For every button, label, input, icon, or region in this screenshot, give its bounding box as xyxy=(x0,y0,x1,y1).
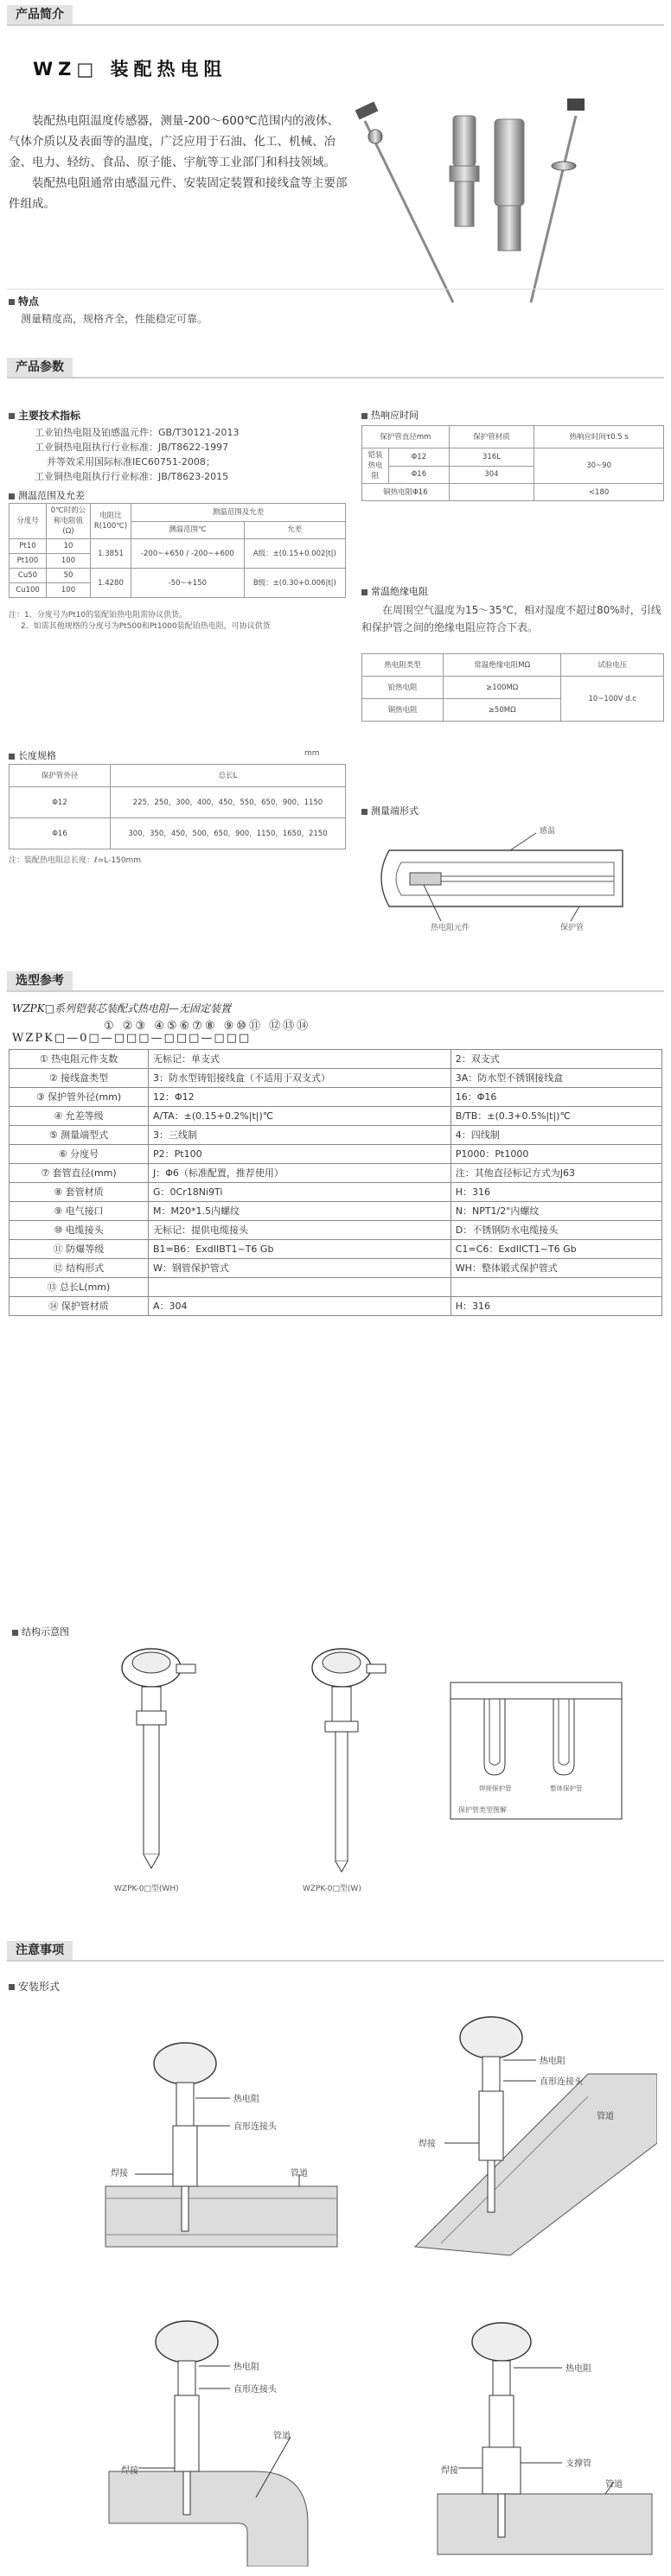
selection-option: P2：Pt100 xyxy=(149,1145,451,1164)
install-label: 支撑管 xyxy=(566,2459,591,2469)
selection-code: ⑪ 防爆等级 xyxy=(10,1240,149,1259)
tube-label: 整体保护管 xyxy=(550,1784,583,1792)
selection-code: ③ 保护管外径(mm) xyxy=(10,1088,149,1107)
install-label: 直形连接头 xyxy=(540,2077,583,2087)
section-divider xyxy=(7,1960,664,1962)
series-title: WZPK□系列铠装芯装配式热电阻—无固定装置 xyxy=(12,1002,232,1014)
length-note: 注：装配热电阻总长度：ℓ=L-150mm xyxy=(9,856,142,865)
range-title: 测温范围及允差 xyxy=(9,488,85,502)
selection-row xyxy=(10,1202,662,1221)
range-cell: -200~+650 / -200~+600 xyxy=(131,539,245,569)
selection-option: 3A：防水型不锈钢接线盒 xyxy=(451,1069,661,1088)
selection-option: H：316 xyxy=(451,1297,661,1316)
response-title: 热响应时间 xyxy=(361,408,419,422)
probe-long-left xyxy=(355,101,453,302)
selection-option: 无标记：提供电缆接头 xyxy=(149,1221,451,1240)
thermowell-1 xyxy=(450,116,479,226)
length-head: 保护管外径 xyxy=(10,765,111,787)
range-cell: A级：±(0.15+0.002|t|) xyxy=(244,539,345,569)
insulation-head: 常温绝缘电阻MΩ xyxy=(444,654,561,677)
selection-option: 注：其他直径标记方式为J63 xyxy=(451,1164,661,1183)
install-label: 管道 xyxy=(597,2112,614,2121)
sensor-title: 测量端形式 xyxy=(361,804,419,817)
length-unit: mm xyxy=(304,749,320,758)
response-cell: Φ16 xyxy=(389,466,450,484)
range-head: 分度号 xyxy=(10,504,47,539)
selection-option: A：304 xyxy=(149,1297,451,1316)
insulation-cell: 铜热电阻 xyxy=(362,699,444,722)
range-note: 2、如需其他规格的分度号为Pt500和Pt1000装配铂热电阻，可协议供货 xyxy=(21,622,271,631)
selection-row xyxy=(10,1278,662,1297)
install-diagram-2 xyxy=(406,1988,657,2264)
diagram-label: WZPK-0□型(W) xyxy=(303,1885,361,1893)
probe-long-right xyxy=(531,99,585,302)
range-cell: 10 xyxy=(47,539,91,554)
range-cell: B级：±(0.30+0.006|t|) xyxy=(244,569,345,598)
length-head: 总长L xyxy=(111,765,346,787)
selection-option: N：NPT1/2"内螺纹 xyxy=(451,1202,661,1221)
sensor-label: 感温 xyxy=(540,827,556,836)
selection-code: ⑤ 测量端型式 xyxy=(10,1126,149,1145)
section-tab-intro: 产品简介 xyxy=(7,5,73,24)
response-head: 热响应时间τ0.5 s xyxy=(534,426,664,448)
length-cell: 225，250，300，400，450，550，650，900，1150 xyxy=(111,787,346,818)
install-label: 直形连接头 xyxy=(233,2385,277,2395)
selection-option: D：不锈钢防水电缆接头 xyxy=(451,1221,661,1240)
response-cell: 316L xyxy=(449,448,534,467)
selection-option: B/TB：±(0.3+0.5%|t|)℃ xyxy=(451,1107,661,1126)
install-diagram-1 xyxy=(100,2013,342,2273)
response-table xyxy=(361,425,664,501)
selection-row xyxy=(10,1050,662,1069)
selection-code: ⑬ 总长L(mm) xyxy=(10,1278,149,1297)
selection-code: ④ 允差等级 xyxy=(10,1107,149,1126)
selection-option xyxy=(149,1278,451,1297)
diagram-title: 结构示意图 xyxy=(12,1625,69,1638)
selection-code: ⑩ 电缆接头 xyxy=(10,1221,149,1240)
tube-types-diagram xyxy=(450,1682,623,1820)
selection-row xyxy=(10,1164,662,1183)
selection-option: 16：Φ16 xyxy=(451,1088,661,1107)
length-cell: Φ12 xyxy=(10,787,111,818)
range-cell: 100 xyxy=(47,583,91,598)
selection-code: ⑥ 分度号 xyxy=(10,1145,149,1164)
install-diagram-4 xyxy=(432,2299,657,2566)
range-cell: 1.4280 xyxy=(91,569,131,598)
length-title: 长度规格 xyxy=(9,748,56,762)
selection-row xyxy=(10,1126,662,1145)
selection-row xyxy=(10,1259,662,1278)
selection-option: P1000：Pt1000 xyxy=(451,1145,661,1164)
selection-code: ② 接线盒类型 xyxy=(10,1069,149,1088)
selection-option: M：M20*1.5内螺纹 xyxy=(149,1202,451,1221)
response-head: 保护管直径mm xyxy=(362,426,450,448)
insulation-cell: ≥50MΩ xyxy=(444,699,561,722)
selection-option: C1=C6：ExdIICT1~T6 Gb xyxy=(451,1240,661,1259)
selection-option: B1=B6：ExdIIBT1~T6 Gb xyxy=(149,1240,451,1259)
response-cell: <180 xyxy=(534,484,664,501)
sensor-label: 热电阻元件 xyxy=(431,924,470,932)
selection-option xyxy=(451,1278,661,1297)
range-subhead: 允差 xyxy=(244,521,345,539)
features-title: 特点 xyxy=(9,294,39,308)
response-cell: 304 xyxy=(449,466,534,484)
install-label: 焊接 xyxy=(441,2466,458,2476)
insulation-table xyxy=(361,653,664,722)
selection-code: ① 热电阻元件支数 xyxy=(10,1050,149,1069)
insulation-head: 热电阻类型 xyxy=(362,654,444,677)
response-cell: 铠装热电阻 xyxy=(362,448,389,484)
range-subhead: 测温范围℃ xyxy=(131,521,245,539)
selection-code: ⑫ 结构形式 xyxy=(10,1259,149,1278)
section-tab-selection: 选型参考 xyxy=(7,971,73,990)
selection-option: G：0Cr18Ni9Ti xyxy=(149,1183,451,1202)
section-divider xyxy=(7,24,664,26)
selection-table xyxy=(9,1049,662,1316)
selection-option: 无标记：单支式 xyxy=(149,1050,451,1069)
range-head: 测温范围及允差 xyxy=(131,504,346,522)
range-cell: Pt100 xyxy=(10,554,47,569)
tech-line: 工业铜热电阻执行行业标准：JB/T8623-2015 xyxy=(35,471,229,482)
diagram-w xyxy=(294,1642,398,1884)
tube-caption: 保护管类型图解 xyxy=(458,1806,507,1814)
range-note: 注：1、分度号为Pt10的装配铂热电阻需协议供货。 xyxy=(9,611,188,620)
range-cell: Cu50 xyxy=(10,569,47,583)
install-label: 焊接 xyxy=(111,2169,128,2178)
selection-row xyxy=(10,1240,662,1259)
selection-option: 3：三线制 xyxy=(149,1126,451,1145)
code-numbering: ① ②③ ④⑤⑥⑦⑧ ⑨⑩⑪ ⑫⑬⑭ xyxy=(104,1020,311,1033)
install-label: 直形连接头 xyxy=(233,2122,277,2132)
intro-text xyxy=(9,111,348,214)
tech-line: 并等效采用国际标准IEC60751-2008； xyxy=(47,456,215,467)
install-label: 热电阻 xyxy=(540,2057,566,2066)
selection-option: 3：防水型铸铝接线盒（不适用于双支式） xyxy=(149,1069,451,1088)
selection-code: ⑭ 保护管材质 xyxy=(10,1297,149,1316)
code-line: WZPK□—0□—□□□—□□□—□□□ xyxy=(12,1032,252,1045)
tube-label: 焊接保护管 xyxy=(479,1784,512,1792)
selection-row xyxy=(10,1221,662,1240)
length-table xyxy=(9,764,346,849)
section-divider xyxy=(7,990,664,992)
response-cell: Φ12 xyxy=(389,448,450,467)
range-notes xyxy=(9,610,346,633)
insulation-text: 在周围空气温度为15～35℃，相对湿度不超过80%时，引线和保护管之间的绝缘电阻应符合下表。 xyxy=(361,604,661,633)
range-cell: Pt10 xyxy=(10,539,47,554)
selection-option: 12：Φ12 xyxy=(149,1088,451,1107)
install-label: 焊接 xyxy=(419,2140,436,2149)
selection-row xyxy=(10,1145,662,1164)
sensor-label: 保护管 xyxy=(560,924,585,932)
range-cell: 100 xyxy=(47,554,91,569)
intro-paragraph-2: 装配热电阻通常由感温元件、安装固定装置和接线盒等主要部件组成。 xyxy=(9,176,348,211)
features-text: 测量精度高，规格齐全，性能稳定可靠。 xyxy=(21,313,208,325)
install-label: 管道 xyxy=(273,2432,291,2441)
install-diagram-3 xyxy=(100,2299,351,2566)
length-cell: Φ16 xyxy=(10,818,111,849)
tech-line: 工业铜热电阻执行行业标准：JB/T8622-1997 xyxy=(35,442,229,453)
diagram-label: WZPK-0□型(WH) xyxy=(114,1885,179,1893)
install-label: 焊接 xyxy=(121,2466,138,2476)
range-cell: -50~+150 xyxy=(131,569,245,598)
range-head: 0℃时的公称电阻值(Ω) xyxy=(47,504,91,539)
selection-option: 2：双支式 xyxy=(451,1050,661,1069)
thermowell-2 xyxy=(495,119,524,251)
insulation-cell: 10~100V d.c xyxy=(561,677,664,722)
product-title: WZ□ 装配热电阻 xyxy=(33,59,227,80)
range-cell: 1.3851 xyxy=(91,539,131,569)
install-label: 热电阻 xyxy=(233,2363,259,2372)
selection-option: H：316 xyxy=(451,1183,661,1202)
section-tab-params: 产品参数 xyxy=(7,358,73,377)
selection-code: ⑦ 套管直径(mm) xyxy=(10,1164,149,1183)
selection-row xyxy=(10,1297,662,1316)
section-divider xyxy=(7,377,664,378)
selection-code: ⑨ 电气接口 xyxy=(10,1202,149,1221)
selection-option: A/TA：±(0.15+0.2%|t|)℃ xyxy=(149,1107,451,1126)
diagram-wh xyxy=(104,1642,208,1884)
response-cell: 30~90 xyxy=(534,448,664,484)
install-label: 热电阻 xyxy=(233,2095,259,2104)
tech-standards xyxy=(35,425,355,484)
install-label: 管道 xyxy=(291,2169,308,2178)
tech-line: 工业铂热电阻及铂感温元件：GB/T30121-2013 xyxy=(35,427,240,438)
range-cell: Cu100 xyxy=(10,583,47,598)
tech-title: 主要技术指标 xyxy=(9,408,80,423)
range-cell: 50 xyxy=(47,569,91,583)
selection-row xyxy=(10,1088,662,1107)
response-cell: 铜热电阻Φ16 xyxy=(362,484,450,501)
selection-option: WH：整体锻式保护管式 xyxy=(451,1259,661,1278)
selection-option: 4：四线制 xyxy=(451,1126,661,1145)
selection-option: J：Φ6（标准配置，推荐使用） xyxy=(149,1164,451,1183)
insulation-title: 常温绝缘电阻 xyxy=(361,584,428,598)
selection-row xyxy=(10,1183,662,1202)
sensor-diagram xyxy=(372,824,649,937)
response-head: 保护管材质 xyxy=(449,426,534,448)
section-tab-notes: 注意事项 xyxy=(7,1941,73,1960)
insulation-head: 试验电压 xyxy=(561,654,664,677)
selection-row xyxy=(10,1069,662,1088)
range-head: 电阻比R(100℃) xyxy=(91,504,131,539)
insulation-cell: ≥100MΩ xyxy=(444,677,561,699)
selection-code: ⑧ 套管材质 xyxy=(10,1183,149,1202)
install-label: 热电阻 xyxy=(566,2364,591,2374)
selection-option: W：钢管保护管式 xyxy=(149,1259,451,1278)
selection-row xyxy=(10,1107,662,1126)
install-label: 管道 xyxy=(605,2480,623,2490)
install-title: 安装形式 xyxy=(9,1979,60,1994)
length-cell: 300，350，450，500，650，900，1150，1650，2150 xyxy=(111,818,346,849)
insulation-cell: 铂热电阻 xyxy=(362,677,444,699)
intro-paragraph-1: 装配热电阻温度传感器，测量-200～600℃范围内的液体、气体介质以及表面等的温度，广泛应用于石油、化工、机械、冶金、电力、轻纺、食品、原子能、宇航等工业部门和科技领域。 xyxy=(9,114,340,169)
range-table xyxy=(9,503,346,598)
product-photo xyxy=(349,80,666,304)
